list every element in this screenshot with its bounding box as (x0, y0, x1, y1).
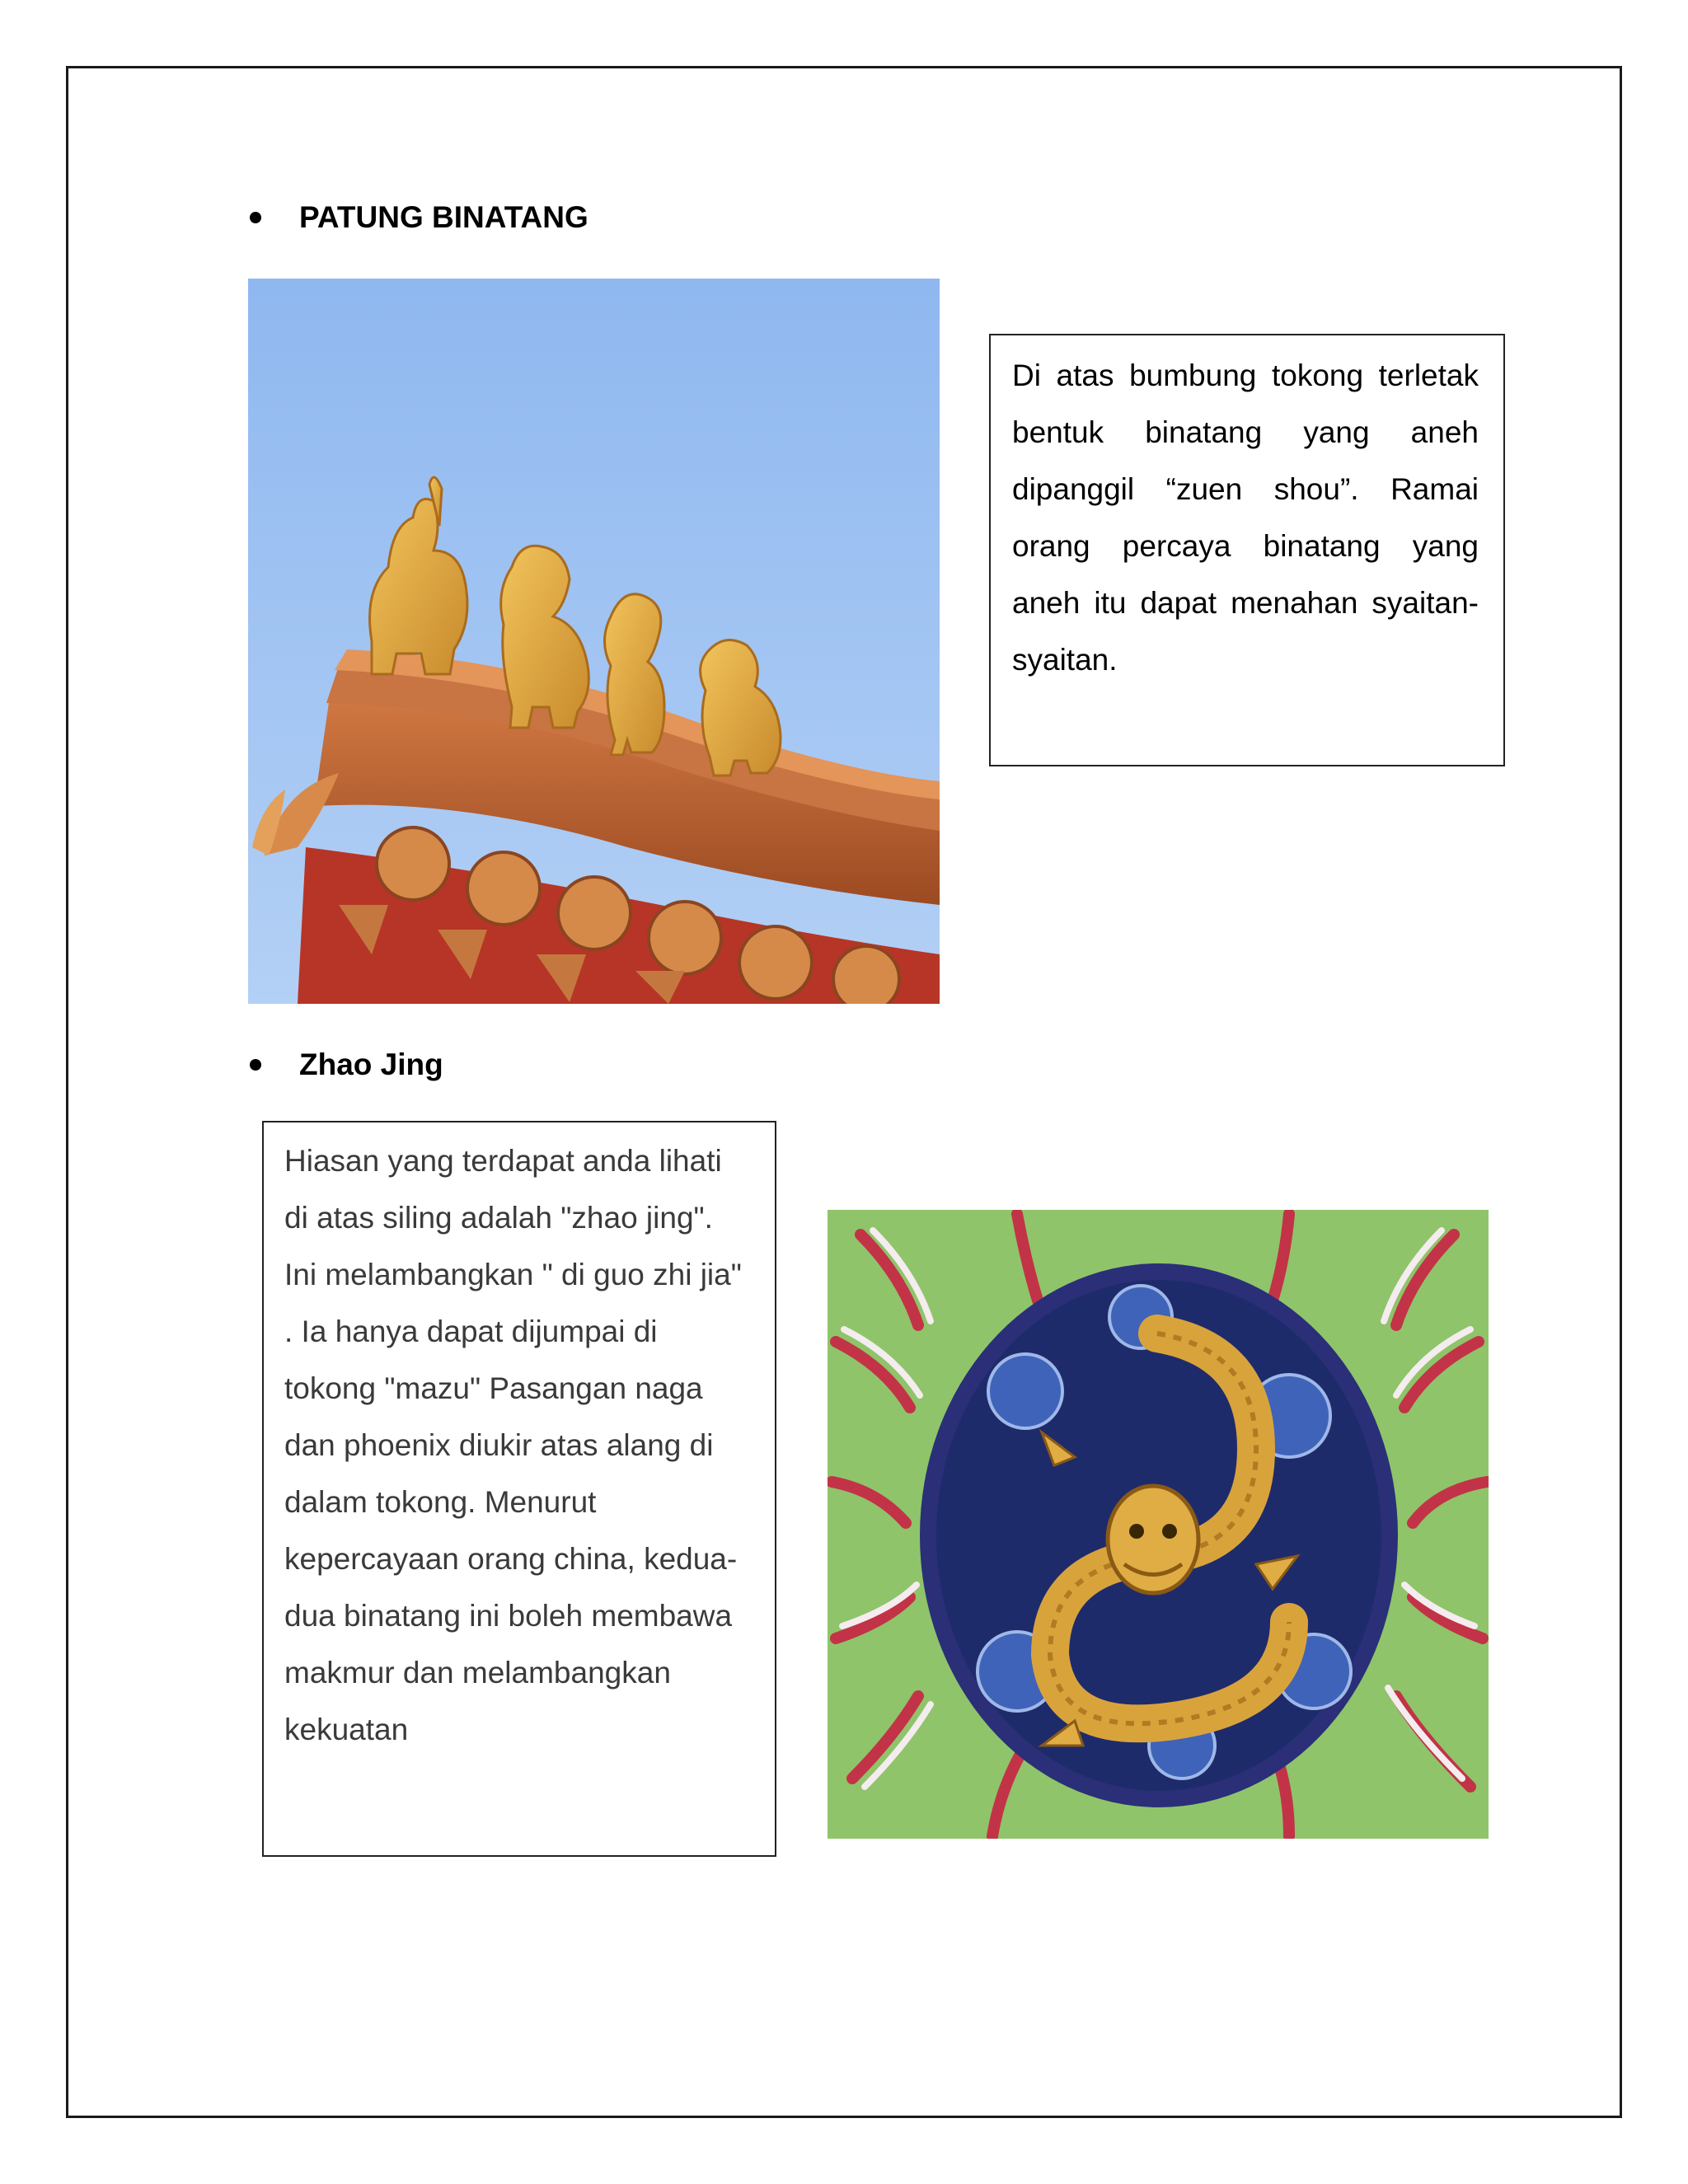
section-title: PATUNG BINATANG (299, 200, 588, 234)
roof-figurines-photo (248, 279, 940, 1004)
section-heading-patung-binatang (250, 200, 588, 235)
patung-binatang-text-box (989, 334, 1505, 766)
bullet-icon (250, 212, 261, 223)
section-title: Zhao Jing (299, 1047, 443, 1081)
zhao-jing-text-box (262, 1121, 776, 1857)
bullet-icon (250, 1059, 261, 1071)
dragon-carving-photo (828, 1210, 1489, 1839)
patung-binatang-description: Di atas bumbung tokong terletak bentuk binatang yang aneh dipanggil “zuen shou”. Ramai orang percaya binatang yang aneh itu dapat menahan syaitan-syaitan. (1012, 359, 1479, 677)
zhao-jing-description: Hiasan yang terdapat anda lihati di atas siling adalah "zhao jing". Ini melambangkan " di guo zhi jia" . Ia hanya dapat dijumpai di tokong "mazu" Pasangan naga dan phoenix diukir atas alang di dalam tokong. Menurut kepercayaan orang china, kedua-dua binatang ini boleh membawa makmur dan melambangkan kekuatan (284, 1144, 742, 1746)
section-heading-zhao-jing (250, 1047, 443, 1082)
